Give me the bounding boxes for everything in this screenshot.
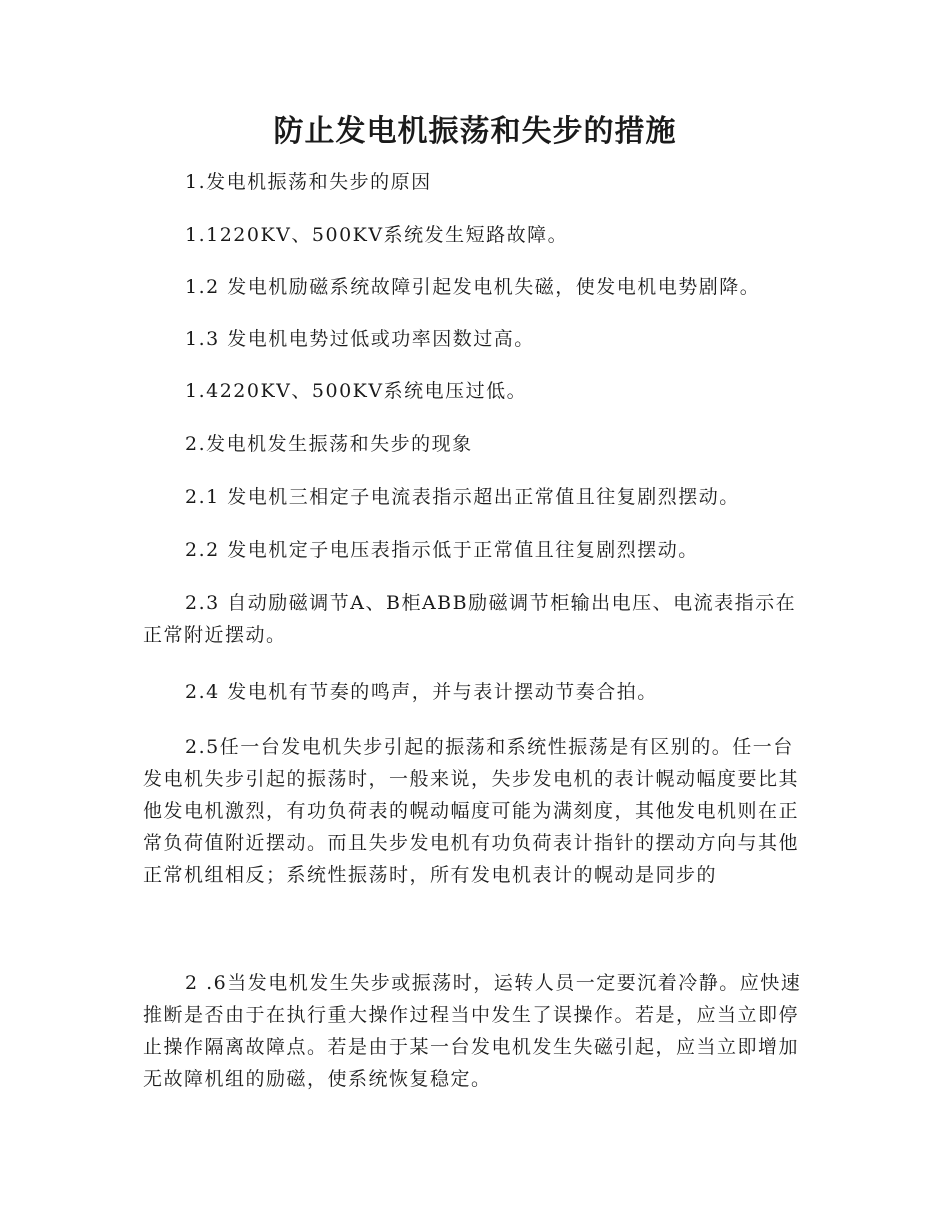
paragraph-1: 1.发电机振荡和失步的原因 bbox=[185, 171, 432, 193]
document-title: 防止发电机振荡和失步的措施 bbox=[273, 114, 677, 149]
paragraph-12: 2 .6当发电机发生失步或振荡时，运转人员一定要沉着冷静。应快速推断是否由于在执行重大操作过程当中发生了误操作。若是，应当立即停止操作隔离故障点。若是由于某一台发电机发生失磁引起，应当立即增加无故障机组的励磁，使系统恢复稳定。 bbox=[143, 972, 802, 1090]
paragraph-11: 2.5任一台发电机失步引起的振荡和系统性振荡是有区别的。任一台发电机失步引起的振荡时，一般来说，失步发电机的表计幌动幅度要比其他发电机激烈，有功负荷表的幌动幅度可能为满刻度，其他发电机则在正常负荷值附近摆动。而且失步发电机有功负荷表计指针的摆动方向与其他正常机组相反；系统性振荡时，所有发电机表计的幌动是同步的 bbox=[143, 736, 800, 886]
paragraph-7: 2.1 发电机三相定子电流表指示超出正常值且往复剧烈摆动。 bbox=[185, 486, 740, 508]
paragraph-2: 1.1220KV、500KV系统发生短路故障。 bbox=[185, 224, 569, 246]
paragraph-3: 1.2 发电机励磁系统故障引起发电机失磁，使发电机电势剧降。 bbox=[185, 276, 761, 298]
paragraph-5: 1.4220KV、500KV系统电压过低。 bbox=[185, 380, 528, 402]
paragraph-9: 2.3 自动励磁调节A、B柜ABB励磁调节柜输出电压、电流表指示在正常附近摆动。 bbox=[143, 592, 797, 646]
paragraph-4: 1.3 发电机电势过低或功率因数过高。 bbox=[185, 328, 535, 350]
paragraph-6: 2.发电机发生振荡和失步的现象 bbox=[185, 433, 473, 455]
paragraph-8: 2.2 发电机定子电压表指示低于正常值且往复剧烈摆动。 bbox=[185, 539, 699, 561]
paragraph-10: 2.4 发电机有节奏的鸣声，并与表计摆动节奏合拍。 bbox=[185, 681, 658, 703]
